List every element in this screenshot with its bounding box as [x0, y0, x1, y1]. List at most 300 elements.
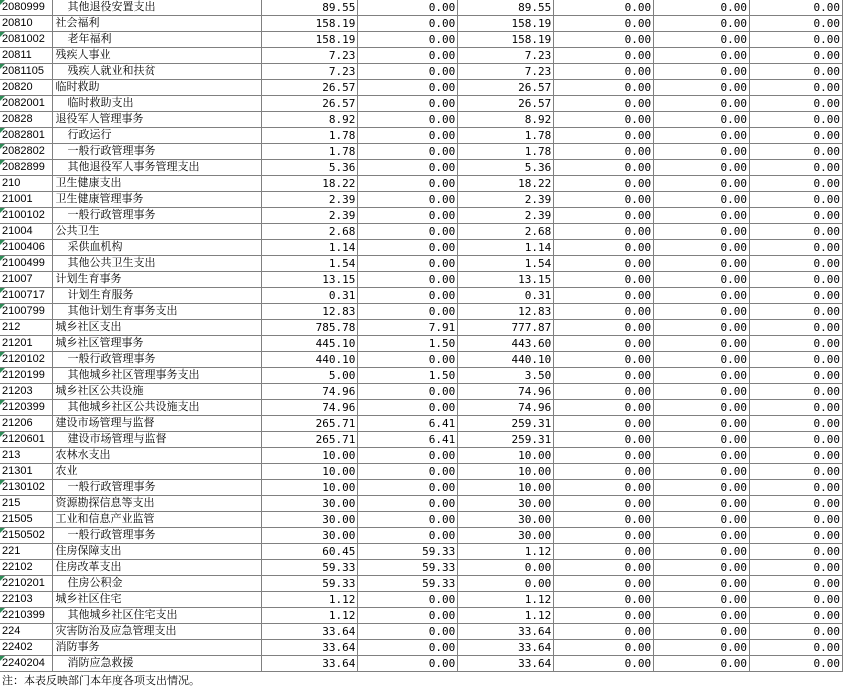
code-cell[interactable]: 2120199 [0, 368, 53, 384]
code-cell[interactable]: 2100717 [0, 288, 53, 304]
amount-cell[interactable]: 33.64 [458, 624, 554, 640]
amount-cell[interactable]: 0.31 [458, 288, 554, 304]
amount-cell[interactable]: 0.00 [358, 256, 458, 272]
name-cell[interactable]: 住房保障支出 [53, 544, 262, 560]
amount-cell[interactable]: 10.00 [262, 448, 358, 464]
amount-cell[interactable]: 0.00 [654, 80, 750, 96]
amount-cell[interactable]: 0.00 [654, 144, 750, 160]
amount-cell[interactable]: 33.64 [262, 624, 358, 640]
name-cell[interactable]: 计划生育服务 [53, 288, 262, 304]
amount-cell[interactable]: 0.00 [750, 592, 843, 608]
amount-cell[interactable]: 0.00 [750, 464, 843, 480]
amount-cell[interactable]: 7.23 [458, 48, 554, 64]
amount-cell[interactable]: 0.00 [654, 64, 750, 80]
amount-cell[interactable]: 0.00 [654, 336, 750, 352]
amount-cell[interactable]: 2.68 [458, 224, 554, 240]
amount-cell[interactable]: 440.10 [458, 352, 554, 368]
name-cell[interactable]: 行政运行 [53, 128, 262, 144]
amount-cell[interactable]: 2.39 [458, 208, 554, 224]
amount-cell[interactable]: 2.39 [458, 192, 554, 208]
amount-cell[interactable]: 440.10 [262, 352, 358, 368]
amount-cell[interactable]: 0.00 [358, 32, 458, 48]
amount-cell[interactable]: 0.00 [750, 320, 843, 336]
amount-cell[interactable]: 0.00 [654, 640, 750, 656]
amount-cell[interactable]: 33.64 [458, 656, 554, 672]
amount-cell[interactable]: 59.33 [262, 576, 358, 592]
amount-cell[interactable]: 0.00 [654, 480, 750, 496]
amount-cell[interactable]: 6.41 [358, 416, 458, 432]
amount-cell[interactable]: 18.22 [262, 176, 358, 192]
amount-cell[interactable]: 443.60 [458, 336, 554, 352]
name-cell[interactable]: 其他退役军人事务管理支出 [53, 160, 262, 176]
amount-cell[interactable]: 0.00 [358, 176, 458, 192]
amount-cell[interactable]: 0.00 [554, 176, 654, 192]
name-cell[interactable]: 工业和信息产业监管 [53, 512, 262, 528]
amount-cell[interactable]: 0.00 [750, 544, 843, 560]
amount-cell[interactable]: 0.00 [358, 160, 458, 176]
amount-cell[interactable]: 2.39 [262, 192, 358, 208]
amount-cell[interactable]: 0.00 [554, 224, 654, 240]
amount-cell[interactable]: 0.00 [750, 208, 843, 224]
amount-cell[interactable]: 0.00 [654, 272, 750, 288]
amount-cell[interactable]: 0.00 [750, 144, 843, 160]
amount-cell[interactable]: 10.00 [458, 448, 554, 464]
amount-cell[interactable]: 0.00 [358, 528, 458, 544]
code-cell[interactable]: 2210399 [0, 608, 53, 624]
code-cell[interactable]: 20810 [0, 16, 53, 32]
amount-cell[interactable]: 5.00 [262, 368, 358, 384]
amount-cell[interactable]: 0.00 [554, 496, 654, 512]
code-cell[interactable]: 21004 [0, 224, 53, 240]
amount-cell[interactable]: 0.00 [654, 464, 750, 480]
amount-cell[interactable]: 158.19 [262, 32, 358, 48]
amount-cell[interactable]: 74.96 [262, 400, 358, 416]
amount-cell[interactable]: 2.68 [262, 224, 358, 240]
amount-cell[interactable]: 0.00 [358, 240, 458, 256]
code-cell[interactable]: 21203 [0, 384, 53, 400]
amount-cell[interactable]: 0.00 [554, 304, 654, 320]
amount-cell[interactable]: 0.00 [554, 256, 654, 272]
code-cell[interactable]: 2240204 [0, 656, 53, 672]
amount-cell[interactable]: 1.54 [262, 256, 358, 272]
amount-cell[interactable]: 0.00 [358, 192, 458, 208]
name-cell[interactable]: 计划生育事务 [53, 272, 262, 288]
amount-cell[interactable]: 0.00 [654, 592, 750, 608]
amount-cell[interactable]: 0.00 [750, 352, 843, 368]
amount-cell[interactable]: 0.00 [554, 384, 654, 400]
amount-cell[interactable]: 0.00 [554, 480, 654, 496]
amount-cell[interactable]: 0.00 [554, 160, 654, 176]
amount-cell[interactable]: 0.00 [554, 0, 654, 16]
amount-cell[interactable]: 0.00 [654, 240, 750, 256]
code-cell[interactable]: 22103 [0, 592, 53, 608]
name-cell[interactable]: 一般行政管理事务 [53, 208, 262, 224]
amount-cell[interactable]: 0.00 [654, 528, 750, 544]
amount-cell[interactable]: 0.00 [358, 304, 458, 320]
code-cell[interactable]: 21201 [0, 336, 53, 352]
amount-cell[interactable]: 0.00 [554, 208, 654, 224]
name-cell[interactable]: 灾害防治及应急管理支出 [53, 624, 262, 640]
amount-cell[interactable]: 59.33 [358, 544, 458, 560]
amount-cell[interactable]: 158.19 [458, 32, 554, 48]
name-cell[interactable]: 卫生健康管理事务 [53, 192, 262, 208]
code-cell[interactable]: 22402 [0, 640, 53, 656]
amount-cell[interactable]: 0.00 [654, 128, 750, 144]
amount-cell[interactable]: 0.00 [750, 272, 843, 288]
amount-cell[interactable]: 7.23 [458, 64, 554, 80]
code-cell[interactable]: 2100406 [0, 240, 53, 256]
amount-cell[interactable]: 0.00 [654, 352, 750, 368]
amount-cell[interactable]: 0.00 [750, 416, 843, 432]
amount-cell[interactable]: 10.00 [458, 480, 554, 496]
amount-cell[interactable]: 0.00 [750, 256, 843, 272]
name-cell[interactable]: 住房改革支出 [53, 560, 262, 576]
amount-cell[interactable]: 3.50 [458, 368, 554, 384]
amount-cell[interactable]: 0.00 [358, 80, 458, 96]
amount-cell[interactable]: 18.22 [458, 176, 554, 192]
amount-cell[interactable]: 0.00 [554, 240, 654, 256]
amount-cell[interactable]: 60.45 [262, 544, 358, 560]
name-cell[interactable]: 其他退役安置支出 [53, 0, 262, 16]
amount-cell[interactable]: 0.00 [750, 576, 843, 592]
amount-cell[interactable]: 0.00 [358, 16, 458, 32]
amount-cell[interactable]: 0.00 [358, 448, 458, 464]
amount-cell[interactable]: 0.00 [554, 640, 654, 656]
name-cell[interactable]: 一般行政管理事务 [53, 352, 262, 368]
amount-cell[interactable]: 0.00 [654, 656, 750, 672]
amount-cell[interactable]: 445.10 [262, 336, 358, 352]
name-cell[interactable]: 临时救助 [53, 80, 262, 96]
code-cell[interactable]: 2120601 [0, 432, 53, 448]
code-cell[interactable]: 2082801 [0, 128, 53, 144]
amount-cell[interactable]: 0.00 [554, 432, 654, 448]
amount-cell[interactable]: 0.00 [654, 608, 750, 624]
amount-cell[interactable]: 0.00 [358, 128, 458, 144]
amount-cell[interactable]: 0.00 [358, 272, 458, 288]
amount-cell[interactable]: 0.00 [654, 288, 750, 304]
amount-cell[interactable]: 0.00 [654, 224, 750, 240]
amount-cell[interactable]: 0.00 [358, 0, 458, 16]
name-cell[interactable]: 老年福利 [53, 32, 262, 48]
amount-cell[interactable]: 0.00 [750, 16, 843, 32]
amount-cell[interactable]: 0.00 [654, 368, 750, 384]
amount-cell[interactable]: 0.00 [358, 512, 458, 528]
amount-cell[interactable]: 0.00 [750, 480, 843, 496]
name-cell[interactable]: 城乡社区住宅 [53, 592, 262, 608]
amount-cell[interactable]: 0.00 [554, 32, 654, 48]
amount-cell[interactable]: 0.00 [358, 400, 458, 416]
amount-cell[interactable]: 0.00 [750, 288, 843, 304]
amount-cell[interactable]: 1.12 [262, 608, 358, 624]
code-cell[interactable]: 21505 [0, 512, 53, 528]
amount-cell[interactable]: 0.00 [750, 400, 843, 416]
name-cell[interactable]: 一般行政管理事务 [53, 480, 262, 496]
amount-cell[interactable]: 0.00 [750, 192, 843, 208]
amount-cell[interactable]: 0.00 [554, 128, 654, 144]
amount-cell[interactable]: 1.12 [262, 592, 358, 608]
amount-cell[interactable]: 59.33 [358, 560, 458, 576]
code-cell[interactable]: 2082899 [0, 160, 53, 176]
amount-cell[interactable]: 0.00 [654, 544, 750, 560]
amount-cell[interactable]: 265.71 [262, 432, 358, 448]
name-cell[interactable]: 城乡社区支出 [53, 320, 262, 336]
code-cell[interactable]: 22102 [0, 560, 53, 576]
amount-cell[interactable]: 0.00 [750, 0, 843, 16]
amount-cell[interactable]: 0.00 [358, 96, 458, 112]
code-cell[interactable]: 221 [0, 544, 53, 560]
amount-cell[interactable]: 0.00 [654, 0, 750, 16]
amount-cell[interactable]: 0.00 [750, 528, 843, 544]
code-cell[interactable]: 21001 [0, 192, 53, 208]
amount-cell[interactable]: 0.00 [750, 304, 843, 320]
name-cell[interactable]: 残疾人事业 [53, 48, 262, 64]
amount-cell[interactable]: 8.92 [458, 112, 554, 128]
amount-cell[interactable]: 0.00 [654, 384, 750, 400]
amount-cell[interactable]: 26.57 [458, 80, 554, 96]
amount-cell[interactable]: 0.00 [654, 192, 750, 208]
amount-cell[interactable]: 59.33 [358, 576, 458, 592]
amount-cell[interactable]: 0.00 [654, 560, 750, 576]
amount-cell[interactable]: 0.00 [554, 592, 654, 608]
amount-cell[interactable]: 0.00 [458, 576, 554, 592]
amount-cell[interactable]: 89.55 [458, 0, 554, 16]
amount-cell[interactable]: 0.00 [554, 544, 654, 560]
amount-cell[interactable]: 785.78 [262, 320, 358, 336]
amount-cell[interactable]: 0.00 [358, 464, 458, 480]
amount-cell[interactable]: 0.00 [554, 528, 654, 544]
amount-cell[interactable]: 7.91 [358, 320, 458, 336]
amount-cell[interactable]: 10.00 [458, 464, 554, 480]
name-cell[interactable]: 资源勘探信息等支出 [53, 496, 262, 512]
name-cell[interactable]: 一般行政管理事务 [53, 528, 262, 544]
code-cell[interactable]: 2100102 [0, 208, 53, 224]
amount-cell[interactable]: 0.00 [654, 448, 750, 464]
amount-cell[interactable]: 13.15 [262, 272, 358, 288]
amount-cell[interactable]: 0.00 [554, 448, 654, 464]
name-cell[interactable]: 消防事务 [53, 640, 262, 656]
name-cell[interactable]: 住房公积金 [53, 576, 262, 592]
amount-cell[interactable]: 0.00 [750, 608, 843, 624]
code-cell[interactable]: 2100499 [0, 256, 53, 272]
amount-cell[interactable]: 0.00 [750, 128, 843, 144]
code-cell[interactable]: 21206 [0, 416, 53, 432]
amount-cell[interactable]: 0.00 [750, 64, 843, 80]
amount-cell[interactable]: 0.00 [554, 96, 654, 112]
amount-cell[interactable]: 7.23 [262, 64, 358, 80]
amount-cell[interactable]: 0.00 [358, 288, 458, 304]
amount-cell[interactable]: 0.00 [554, 320, 654, 336]
amount-cell[interactable]: 0.00 [554, 336, 654, 352]
name-cell[interactable]: 社会福利 [53, 16, 262, 32]
name-cell[interactable]: 其他计划生育事务支出 [53, 304, 262, 320]
name-cell[interactable]: 临时救助支出 [53, 96, 262, 112]
amount-cell[interactable]: 33.64 [458, 640, 554, 656]
amount-cell[interactable]: 13.15 [458, 272, 554, 288]
code-cell[interactable]: 2150502 [0, 528, 53, 544]
amount-cell[interactable]: 0.00 [358, 352, 458, 368]
amount-cell[interactable]: 0.00 [358, 48, 458, 64]
code-cell[interactable]: 2082001 [0, 96, 53, 112]
name-cell[interactable]: 公共卫生 [53, 224, 262, 240]
amount-cell[interactable]: 259.31 [458, 416, 554, 432]
amount-cell[interactable]: 0.00 [554, 80, 654, 96]
amount-cell[interactable]: 259.31 [458, 432, 554, 448]
name-cell[interactable]: 其他城乡社区公共设施支出 [53, 400, 262, 416]
amount-cell[interactable]: 26.57 [262, 80, 358, 96]
amount-cell[interactable]: 33.64 [262, 640, 358, 656]
amount-cell[interactable]: 0.00 [554, 576, 654, 592]
amount-cell[interactable]: 777.87 [458, 320, 554, 336]
amount-cell[interactable]: 0.00 [554, 368, 654, 384]
amount-cell[interactable]: 1.78 [458, 144, 554, 160]
amount-cell[interactable]: 0.00 [750, 368, 843, 384]
amount-cell[interactable]: 0.00 [654, 32, 750, 48]
amount-cell[interactable]: 0.00 [750, 384, 843, 400]
amount-cell[interactable]: 30.00 [458, 512, 554, 528]
amount-cell[interactable]: 10.00 [262, 464, 358, 480]
amount-cell[interactable]: 0.00 [750, 432, 843, 448]
amount-cell[interactable]: 12.83 [458, 304, 554, 320]
amount-cell[interactable]: 1.78 [262, 128, 358, 144]
amount-cell[interactable]: 0.00 [750, 80, 843, 96]
amount-cell[interactable]: 0.00 [750, 640, 843, 656]
amount-cell[interactable]: 7.23 [262, 48, 358, 64]
amount-cell[interactable]: 0.00 [654, 16, 750, 32]
amount-cell[interactable]: 1.12 [458, 544, 554, 560]
amount-cell[interactable]: 0.00 [554, 112, 654, 128]
amount-cell[interactable]: 0.00 [654, 48, 750, 64]
amount-cell[interactable]: 0.00 [654, 96, 750, 112]
name-cell[interactable]: 残疾人就业和扶贫 [53, 64, 262, 80]
name-cell[interactable]: 消防应急救援 [53, 656, 262, 672]
amount-cell[interactable]: 0.00 [358, 144, 458, 160]
amount-cell[interactable]: 265.71 [262, 416, 358, 432]
code-cell[interactable]: 224 [0, 624, 53, 640]
amount-cell[interactable]: 0.00 [358, 384, 458, 400]
amount-cell[interactable]: 0.00 [750, 496, 843, 512]
amount-cell[interactable]: 158.19 [458, 16, 554, 32]
code-cell[interactable]: 21007 [0, 272, 53, 288]
name-cell[interactable]: 卫生健康支出 [53, 176, 262, 192]
name-cell[interactable]: 采供血机构 [53, 240, 262, 256]
amount-cell[interactable]: 0.00 [554, 192, 654, 208]
amount-cell[interactable]: 0.00 [654, 320, 750, 336]
amount-cell[interactable]: 0.00 [358, 608, 458, 624]
amount-cell[interactable]: 0.00 [358, 112, 458, 128]
code-cell[interactable]: 2082802 [0, 144, 53, 160]
amount-cell[interactable]: 0.00 [750, 96, 843, 112]
amount-cell[interactable]: 0.00 [750, 240, 843, 256]
name-cell[interactable]: 城乡社区管理事务 [53, 336, 262, 352]
amount-cell[interactable]: 0.00 [750, 560, 843, 576]
amount-cell[interactable]: 0.00 [750, 512, 843, 528]
amount-cell[interactable]: 0.00 [358, 480, 458, 496]
amount-cell[interactable]: 0.00 [358, 656, 458, 672]
amount-cell[interactable]: 0.00 [554, 656, 654, 672]
amount-cell[interactable]: 0.00 [554, 416, 654, 432]
code-cell[interactable]: 2120399 [0, 400, 53, 416]
amount-cell[interactable]: 12.83 [262, 304, 358, 320]
amount-cell[interactable]: 30.00 [458, 528, 554, 544]
code-cell[interactable]: 2120102 [0, 352, 53, 368]
amount-cell[interactable]: 1.54 [458, 256, 554, 272]
amount-cell[interactable]: 0.00 [554, 48, 654, 64]
amount-cell[interactable]: 0.00 [654, 208, 750, 224]
amount-cell[interactable]: 0.00 [750, 624, 843, 640]
amount-cell[interactable]: 0.00 [654, 512, 750, 528]
code-cell[interactable]: 2080999 [0, 0, 53, 16]
amount-cell[interactable]: 0.00 [654, 496, 750, 512]
amount-cell[interactable]: 0.00 [750, 224, 843, 240]
amount-cell[interactable]: 0.00 [654, 256, 750, 272]
amount-cell[interactable]: 1.78 [262, 144, 358, 160]
amount-cell[interactable]: 0.00 [554, 400, 654, 416]
amount-cell[interactable]: 0.00 [358, 224, 458, 240]
name-cell[interactable]: 一般行政管理事务 [53, 144, 262, 160]
name-cell[interactable]: 建设市场管理与监督 [53, 416, 262, 432]
amount-cell[interactable]: 5.36 [262, 160, 358, 176]
amount-cell[interactable]: 1.78 [458, 128, 554, 144]
amount-cell[interactable]: 0.00 [458, 560, 554, 576]
amount-cell[interactable]: 0.00 [554, 64, 654, 80]
amount-cell[interactable]: 0.00 [554, 624, 654, 640]
code-cell[interactable]: 213 [0, 448, 53, 464]
amount-cell[interactable]: 0.00 [750, 160, 843, 176]
code-cell[interactable]: 2210201 [0, 576, 53, 592]
amount-cell[interactable]: 1.50 [358, 368, 458, 384]
code-cell[interactable]: 21301 [0, 464, 53, 480]
amount-cell[interactable]: 0.00 [750, 448, 843, 464]
name-cell[interactable]: 其他公共卫生支出 [53, 256, 262, 272]
amount-cell[interactable]: 59.33 [262, 560, 358, 576]
amount-cell[interactable]: 33.64 [262, 656, 358, 672]
amount-cell[interactable]: 0.00 [750, 336, 843, 352]
amount-cell[interactable]: 0.00 [358, 496, 458, 512]
amount-cell[interactable]: 6.41 [358, 432, 458, 448]
amount-cell[interactable]: 0.00 [554, 560, 654, 576]
amount-cell[interactable]: 0.00 [750, 112, 843, 128]
amount-cell[interactable]: 89.55 [262, 0, 358, 16]
amount-cell[interactable]: 0.00 [750, 48, 843, 64]
amount-cell[interactable]: 0.00 [750, 176, 843, 192]
amount-cell[interactable]: 0.00 [554, 16, 654, 32]
amount-cell[interactable]: 30.00 [262, 512, 358, 528]
code-cell[interactable]: 20828 [0, 112, 53, 128]
amount-cell[interactable]: 26.57 [458, 96, 554, 112]
amount-cell[interactable]: 0.00 [654, 416, 750, 432]
code-cell[interactable]: 2081105 [0, 64, 53, 80]
amount-cell[interactable]: 8.92 [262, 112, 358, 128]
amount-cell[interactable]: 0.00 [750, 656, 843, 672]
amount-cell[interactable]: 5.36 [458, 160, 554, 176]
amount-cell[interactable]: 1.14 [458, 240, 554, 256]
amount-cell[interactable]: 0.00 [554, 272, 654, 288]
code-cell[interactable]: 20820 [0, 80, 53, 96]
amount-cell[interactable]: 0.00 [654, 112, 750, 128]
amount-cell[interactable]: 0.00 [654, 624, 750, 640]
amount-cell[interactable]: 10.00 [262, 480, 358, 496]
amount-cell[interactable]: 0.00 [750, 32, 843, 48]
amount-cell[interactable]: 0.00 [654, 176, 750, 192]
amount-cell[interactable]: 74.96 [458, 384, 554, 400]
code-cell[interactable]: 212 [0, 320, 53, 336]
amount-cell[interactable]: 1.14 [262, 240, 358, 256]
amount-cell[interactable]: 0.00 [554, 352, 654, 368]
amount-cell[interactable]: 0.00 [654, 432, 750, 448]
amount-cell[interactable]: 74.96 [262, 384, 358, 400]
amount-cell[interactable]: 0.00 [358, 592, 458, 608]
amount-cell[interactable]: 0.00 [554, 144, 654, 160]
